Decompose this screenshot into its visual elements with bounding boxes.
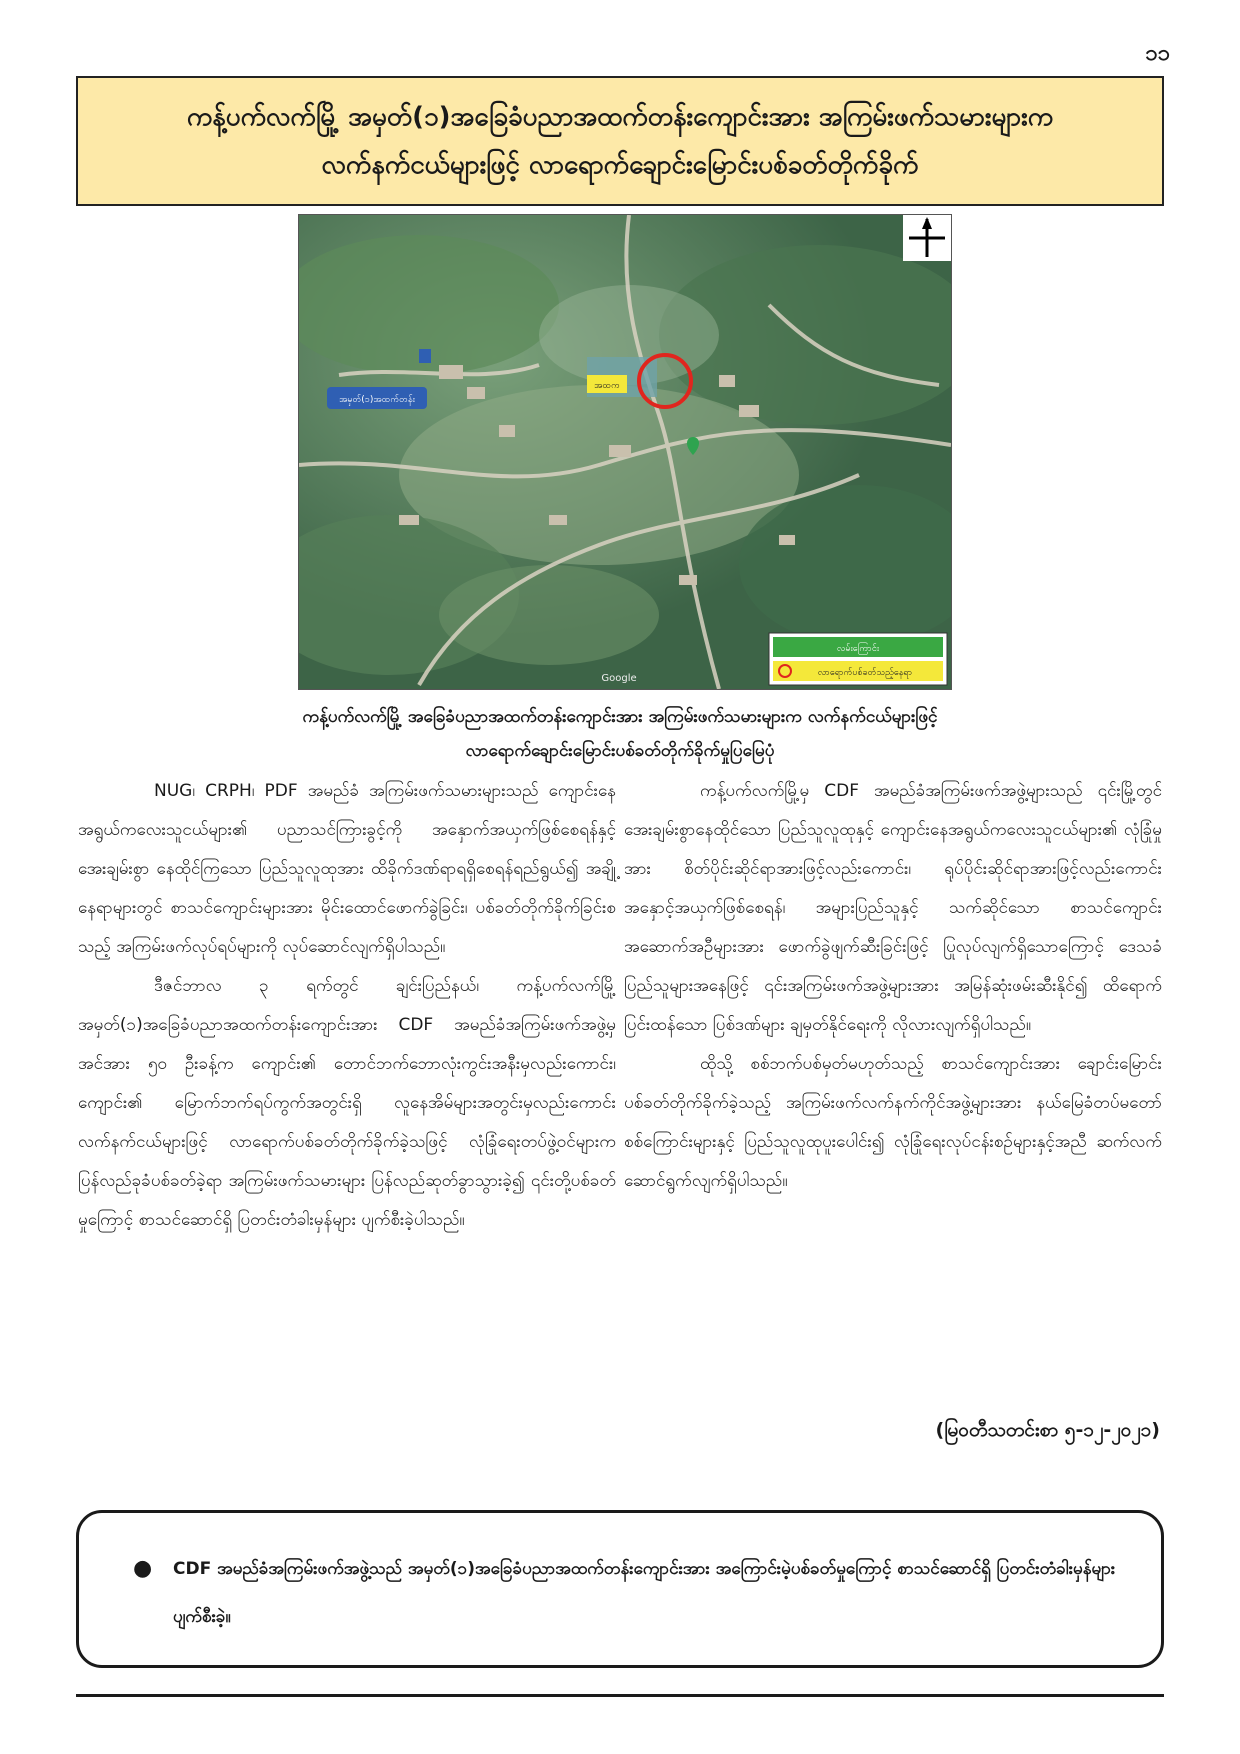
target-label-text: အထက: [594, 381, 620, 391]
legend-attack-text: လာရောက်ပစ်ခတ်သည့်နေရာ: [817, 668, 913, 678]
article-paragraph: ကန့်ပက်လက်မြို့မှ CDF အမည်ခံအကြမ်းဖက်အဖွဲ့များသည် ၎င်းမြို့တွင် အေးချမ်းစွာနေထိုင်သော ပြည်သူလူထုနှင့် ကျောင်းနေအရွယ်ကလေးသူငယ်များ၏ လုံခြုံမှုအား စိတ်ပိုင်းဆိုင်ရာအားဖြင့်လည်းကောင်း၊ ရုပ်ပိုင်းဆိုင်ရာအားဖြင့်လည်းကောင်း အနှောင့်အယှက်ဖြစ်စေရန်၊ အများပြည်သူနှင့် သက်ဆိုင်သော စာသင်ကျောင်းအဆောက်အဦများအား ဖောက်ခွဲဖျက်ဆီးခြင်းဖြင့် ပြုလုပ်လျက်ရှိသောကြောင့် ဒေသခံပြည်သူများအနေဖြင့် ၎င်းအကြမ်းဖက်အဖွဲ့များအား အမြန်ဆုံးဖမ်းဆီးနိုင်၍ ထိရောက်ပြင်းထန်သော ပြစ်ဒဏ်များ ချမှတ်နိုင်ရေးကို လိုလားလျက်ရှိပါသည်။: [624, 781, 1162, 1035]
summary-item-text: CDF အမည်ခံအကြမ်းဖက်အဖွဲ့သည် အမှတ်(၁)အခြေခံပညာအထက်တန်းကျောင်းအား အကြောင်းမဲ့ပစ်ခတ်မှုကြောင့် စာသင်ဆောင်ရှိ ပြတင်းတံခါးမှန်များ ပျက်စီးခဲ့။: [173, 1559, 1116, 1627]
compass-icon: [903, 215, 951, 261]
headline-box: [76, 76, 1164, 206]
page-number: ၁၁: [1145, 41, 1170, 66]
legend-road-text: လမ်းကြောင်း: [836, 644, 880, 654]
target-label: [587, 375, 627, 393]
bottom-divider: [76, 1694, 1164, 1697]
bullet-icon: ●: [133, 1556, 153, 1581]
school-label-left-text: အမှတ်(၁)အထက်တန်း: [339, 395, 415, 405]
flag-icon: [419, 349, 431, 363]
map-watermark: Google: [601, 673, 637, 684]
figure-caption: [76, 700, 1164, 768]
article-paragraph: ထိုသို့ စစ်ဘက်ပစ်မှတ်မဟုတ်သည့် စာသင်ကျောင်းအား ချောင်းမြောင်းပစ်ခတ်တိုက်ခိုက်ခဲ့သည့် အကြမ်းဖက်လက်နက်ကိုင်အဖွဲ့များအား နယ်မြေခံတပ်မတော်စစ်ကြောင်းများနှင့် ပြည်သူလူထုပူးပေါင်း၍ လုံခြုံရေးလုပ်ငန်းစဉ်များနှင့်အညီ ဆက်လက်ဆောင်ရွက်လျက်ရှိပါသည်။: [624, 1054, 1162, 1191]
map-legend: [769, 633, 947, 685]
headline-line-1: ကန့်ပက်လက်မြို့ အမှတ်(၁)အခြေခံပညာအထက်တန်းကျောင်းအား အကြမ်းဖက်သမားများက: [186, 102, 1054, 132]
caption-line-2: လာရောက်ချောင်းမြောင်းပစ်ခတ်တိုက်ခိုက်မှုပြမြေပုံ: [465, 741, 775, 761]
satellite-map: [299, 215, 951, 689]
satellite-map-figure: [298, 214, 952, 690]
article-paragraph: ဒီဇင်ဘာလ ၃ ရက်တွင် ချင်းပြည်နယ်၊ ကန့်ပက်လက်မြို့ အမှတ်(၁)အခြေခံပညာအထက်တန်းကျောင်းအား CDF အမည်ခံအကြမ်းဖက်အဖွဲ့မှ အင်အား ၅၀ ဦးခန့်က ကျောင်း၏ တောင်ဘက်ဘောလုံးကွင်းအနီးမှလည်းကောင်း၊ ကျောင်း၏ မြောက်ဘက်ရပ်ကွက်အတွင်းရှိ လူနေအိမ်များအတွင်းမှလည်းကောင်း လက်နက်ငယ်များဖြင့် လာရောက်ပစ်ခတ်တိုက်ခိုက်ခဲ့သဖြင့် လုံခြုံရေးတပ်ဖွဲ့ဝင်များက ပြန်လည်ခုခံပစ်ခတ်ခဲ့ရာ အကြမ်းဖက်သမားများ ပြန်လည်ဆုတ်ခွာသွားခဲ့၍ ၎င်းတို့ပစ်ခတ်မှုကြောင့် စာသင်ဆောင်ရှိ ပြတင်းတံခါးမှန်များ ပျက်စီးခဲ့ပါသည်။: [78, 976, 616, 1230]
article-left-column: [78, 772, 616, 1240]
article-right-column: [624, 772, 1162, 1201]
article-paragraph: NUG၊ CRPH၊ PDF အမည်ခံ အကြမ်းဖက်သမားများသည် ကျောင်းနေအရွယ်ကလေးသူငယ်များ၏ ပညာသင်ကြားခွင့်ကို အနှောက်အယှက်ဖြစ်စေရန်နှင့် အေးချမ်းစွာ နေထိုင်ကြသော ပြည်သူလူထုအား ထိခိုက်ဒဏ်ရာရရှိစေရန်ရည်ရွယ်၍ အချို့နေရာများတွင် စာသင်ကျောင်းများအား မိုင်းထောင်ဖောက်ခွဲခြင်း၊ ပစ်ခတ်တိုက်ခိုက်ခြင်းစသည့် အကြမ်းဖက်လုပ်ရပ်များကို လုပ်ဆောင်လျက်ရှိပါသည်။: [78, 781, 616, 957]
summary-item: [133, 1545, 1121, 1641]
article-source: (မြဝတီသတင်းစာ ၅-၁၂-၂၀၂၁): [935, 1419, 1160, 1441]
caption-line-1: ကန့်ပက်လက်မြို့ အခြေခံပညာအထက်တန်းကျောင်းအား အကြမ်းဖက်သမားများက လက်နက်ငယ်များဖြင့်: [302, 707, 938, 727]
headline-line-2: လက်နက်ငယ်များဖြင့် လာရောက်ချောင်းမြောင်းပစ်ခတ်တိုက်ခိုက်: [321, 150, 919, 180]
summary-box: [76, 1510, 1164, 1668]
